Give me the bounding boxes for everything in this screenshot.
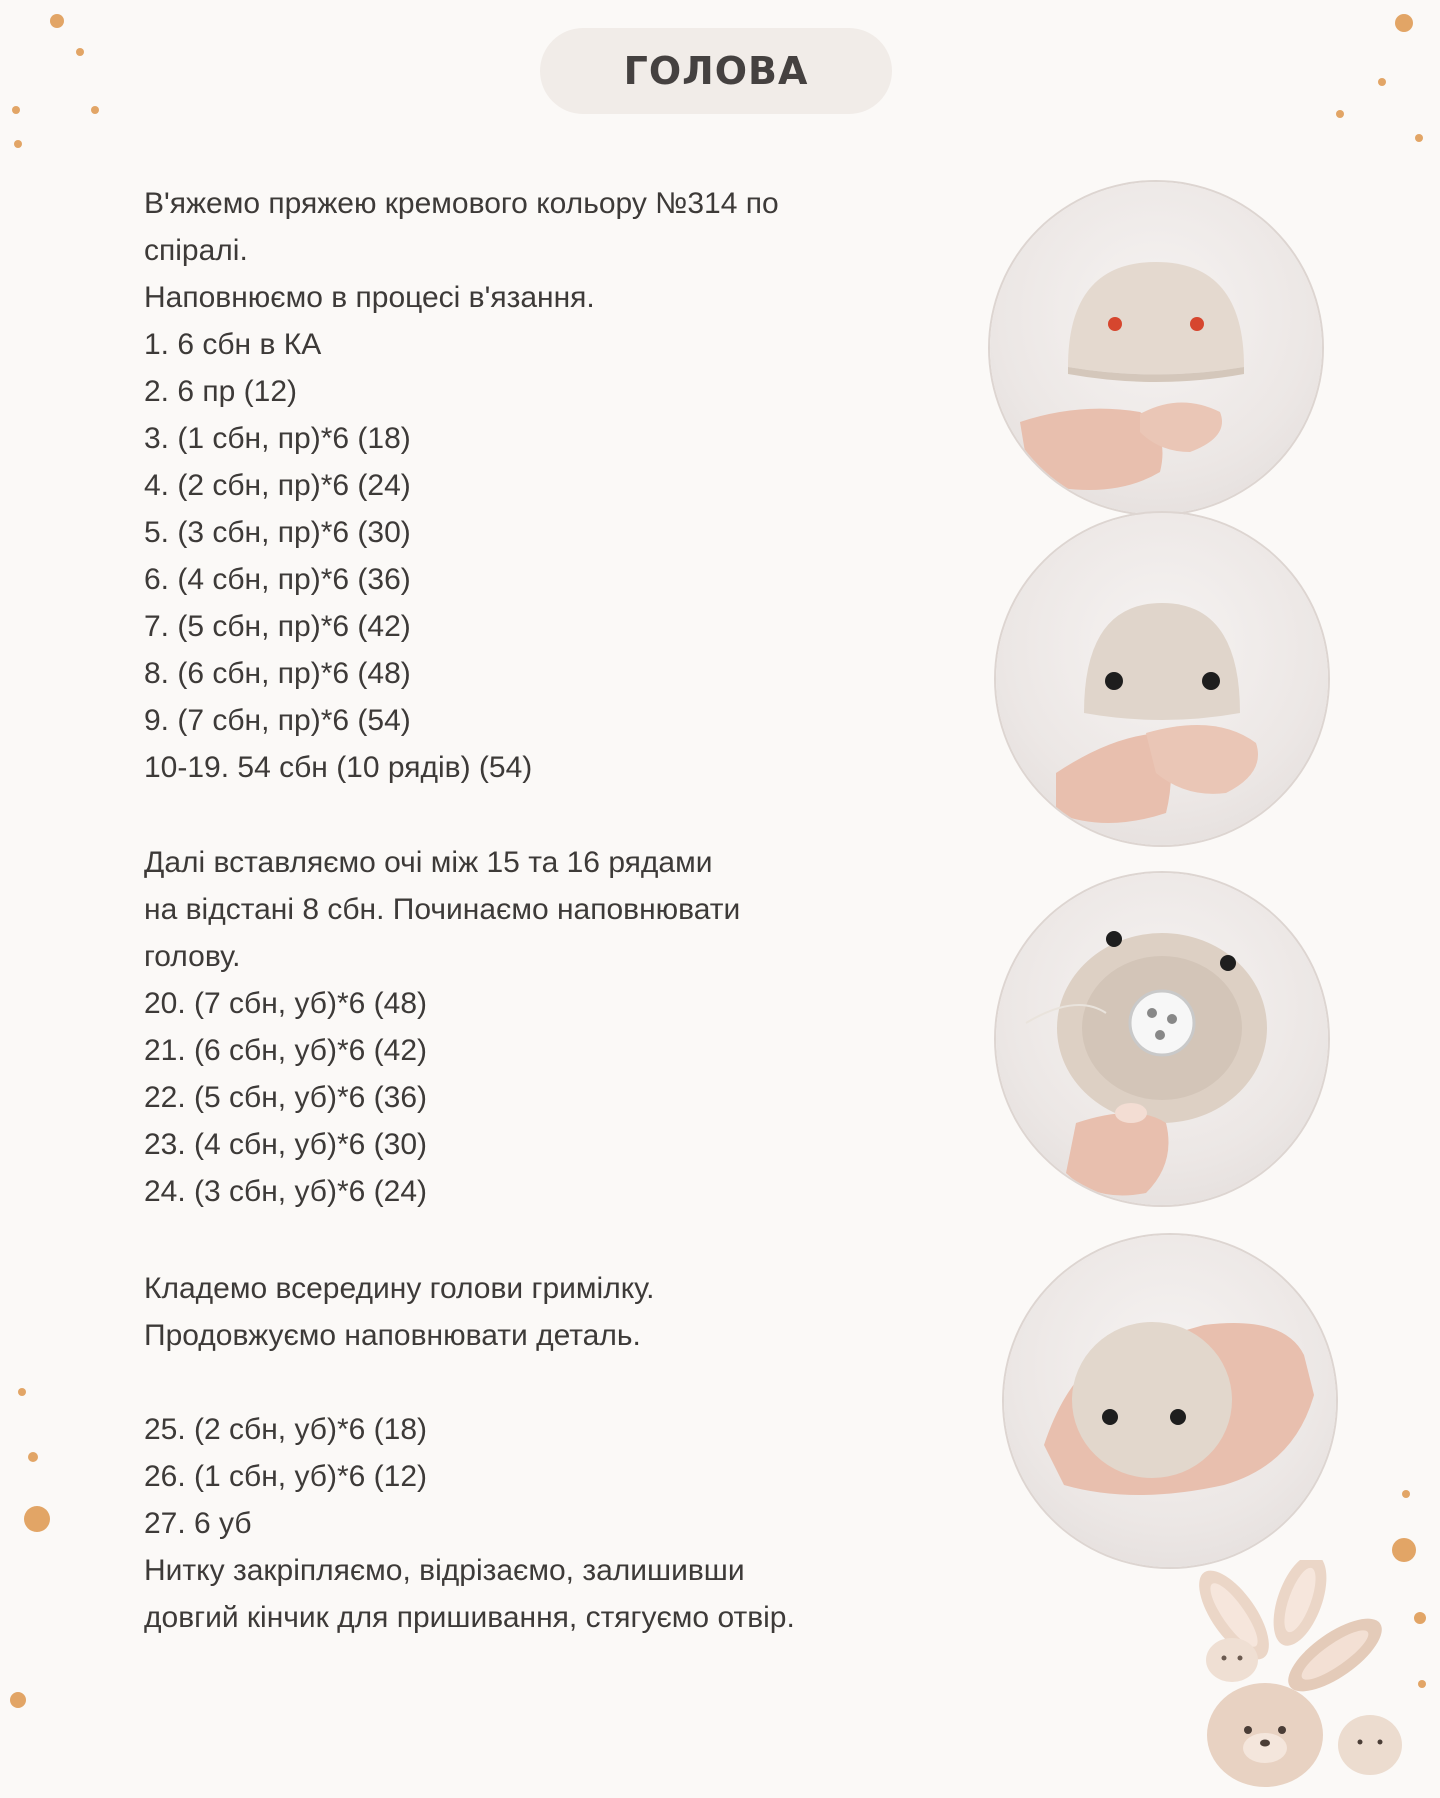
decor-dot (91, 106, 99, 114)
instruction-line: 2. 6 пр (12) (144, 375, 297, 408)
instruction-line: 27. 6 уб (144, 1507, 252, 1540)
instruction-line: голову. (144, 940, 241, 973)
decor-dot (10, 1692, 26, 1708)
step-photo-rattle (996, 873, 1328, 1205)
decor-dot (50, 14, 64, 28)
decor-dot (1395, 14, 1413, 32)
crochet-head-finished-image (1004, 1235, 1336, 1567)
decor-dot (1336, 110, 1344, 118)
instruction-line: Кладемо всередину голови гримілку. (144, 1272, 655, 1305)
instruction-line: спіралі. (144, 234, 248, 267)
instruction-line: 5. (3 сбн, пр)*6 (30) (144, 516, 411, 549)
instruction-line: 24. (3 сбн, уб)*6 (24) (144, 1175, 428, 1208)
final-section (144, 1406, 795, 1641)
instruction-line: 3. (1 сбн, пр)*6 (18) (144, 422, 411, 455)
instruction-line: 23. (4 сбн, уб)*6 (30) (144, 1128, 428, 1161)
page-title: ГОЛОВА (623, 49, 809, 93)
decor-dot (24, 1506, 50, 1532)
instruction-line: 10-19. 54 сбн (10 рядів) (54) (144, 751, 533, 784)
instruction-line: 9. (7 сбн, пр)*6 (54) (144, 704, 411, 737)
instruction-line: Наповнюємо в процесі в'язання. (144, 281, 595, 314)
decor-dot (1378, 78, 1386, 86)
instruction-line: Далі вставляємо очі між 15 та 16 рядами (144, 846, 713, 879)
instruction-line: 4. (2 сбн, пр)*6 (24) (144, 469, 411, 502)
eyes-section (144, 839, 740, 1215)
decor-dot (1402, 1490, 1410, 1498)
step-photo-pins (990, 182, 1322, 514)
title-pill (540, 28, 892, 114)
instruction-line: В'яжемо пряжею кремового кольору №314 по (144, 187, 779, 220)
instruction-line: Нитку закріпляємо, відрізаємо, залишивши (144, 1554, 745, 1587)
crochet-head-eyes-image (996, 513, 1328, 845)
crochet-head-pins-image (990, 182, 1322, 514)
instruction-line: 21. (6 сбн, уб)*6 (42) (144, 1034, 428, 1067)
decor-dot (18, 1388, 26, 1396)
instruction-line: 7. (5 сбн, пр)*6 (42) (144, 610, 411, 643)
instruction-line: 22. (5 сбн, уб)*6 (36) (144, 1081, 428, 1114)
instruction-line: довгий кінчик для пришивання, стягуємо отвір. (144, 1601, 795, 1634)
bunny-illustration (1150, 1560, 1420, 1798)
decor-dot (1392, 1538, 1416, 1562)
decor-dot (14, 140, 22, 148)
step-photo-finished (1004, 1235, 1336, 1567)
instruction-line: 8. (6 сбн, пр)*6 (48) (144, 657, 411, 690)
instruction-line: 25. (2 сбн, уб)*6 (18) (144, 1413, 428, 1446)
decor-dot (28, 1452, 38, 1462)
decor-dot (76, 48, 84, 56)
instruction-line: 20. (7 сбн, уб)*6 (48) (144, 987, 428, 1020)
step-photo-eyes (996, 513, 1328, 845)
instruction-line: 6. (4 сбн, пр)*6 (36) (144, 563, 411, 596)
crochet-head-rattle-image (996, 873, 1328, 1205)
instruction-line: 26. (1 сбн, уб)*6 (12) (144, 1460, 428, 1493)
decor-dot (12, 106, 20, 114)
instruction-line: 1. 6 сбн в КА (144, 328, 322, 361)
decor-dot (1415, 134, 1423, 142)
instruction-line: Продовжуємо наповнювати деталь. (144, 1319, 641, 1352)
intro-section (144, 180, 779, 791)
instruction-line: на відстані 8 сбн. Починаємо наповнювати (144, 893, 741, 926)
rattle-section (144, 1265, 655, 1359)
